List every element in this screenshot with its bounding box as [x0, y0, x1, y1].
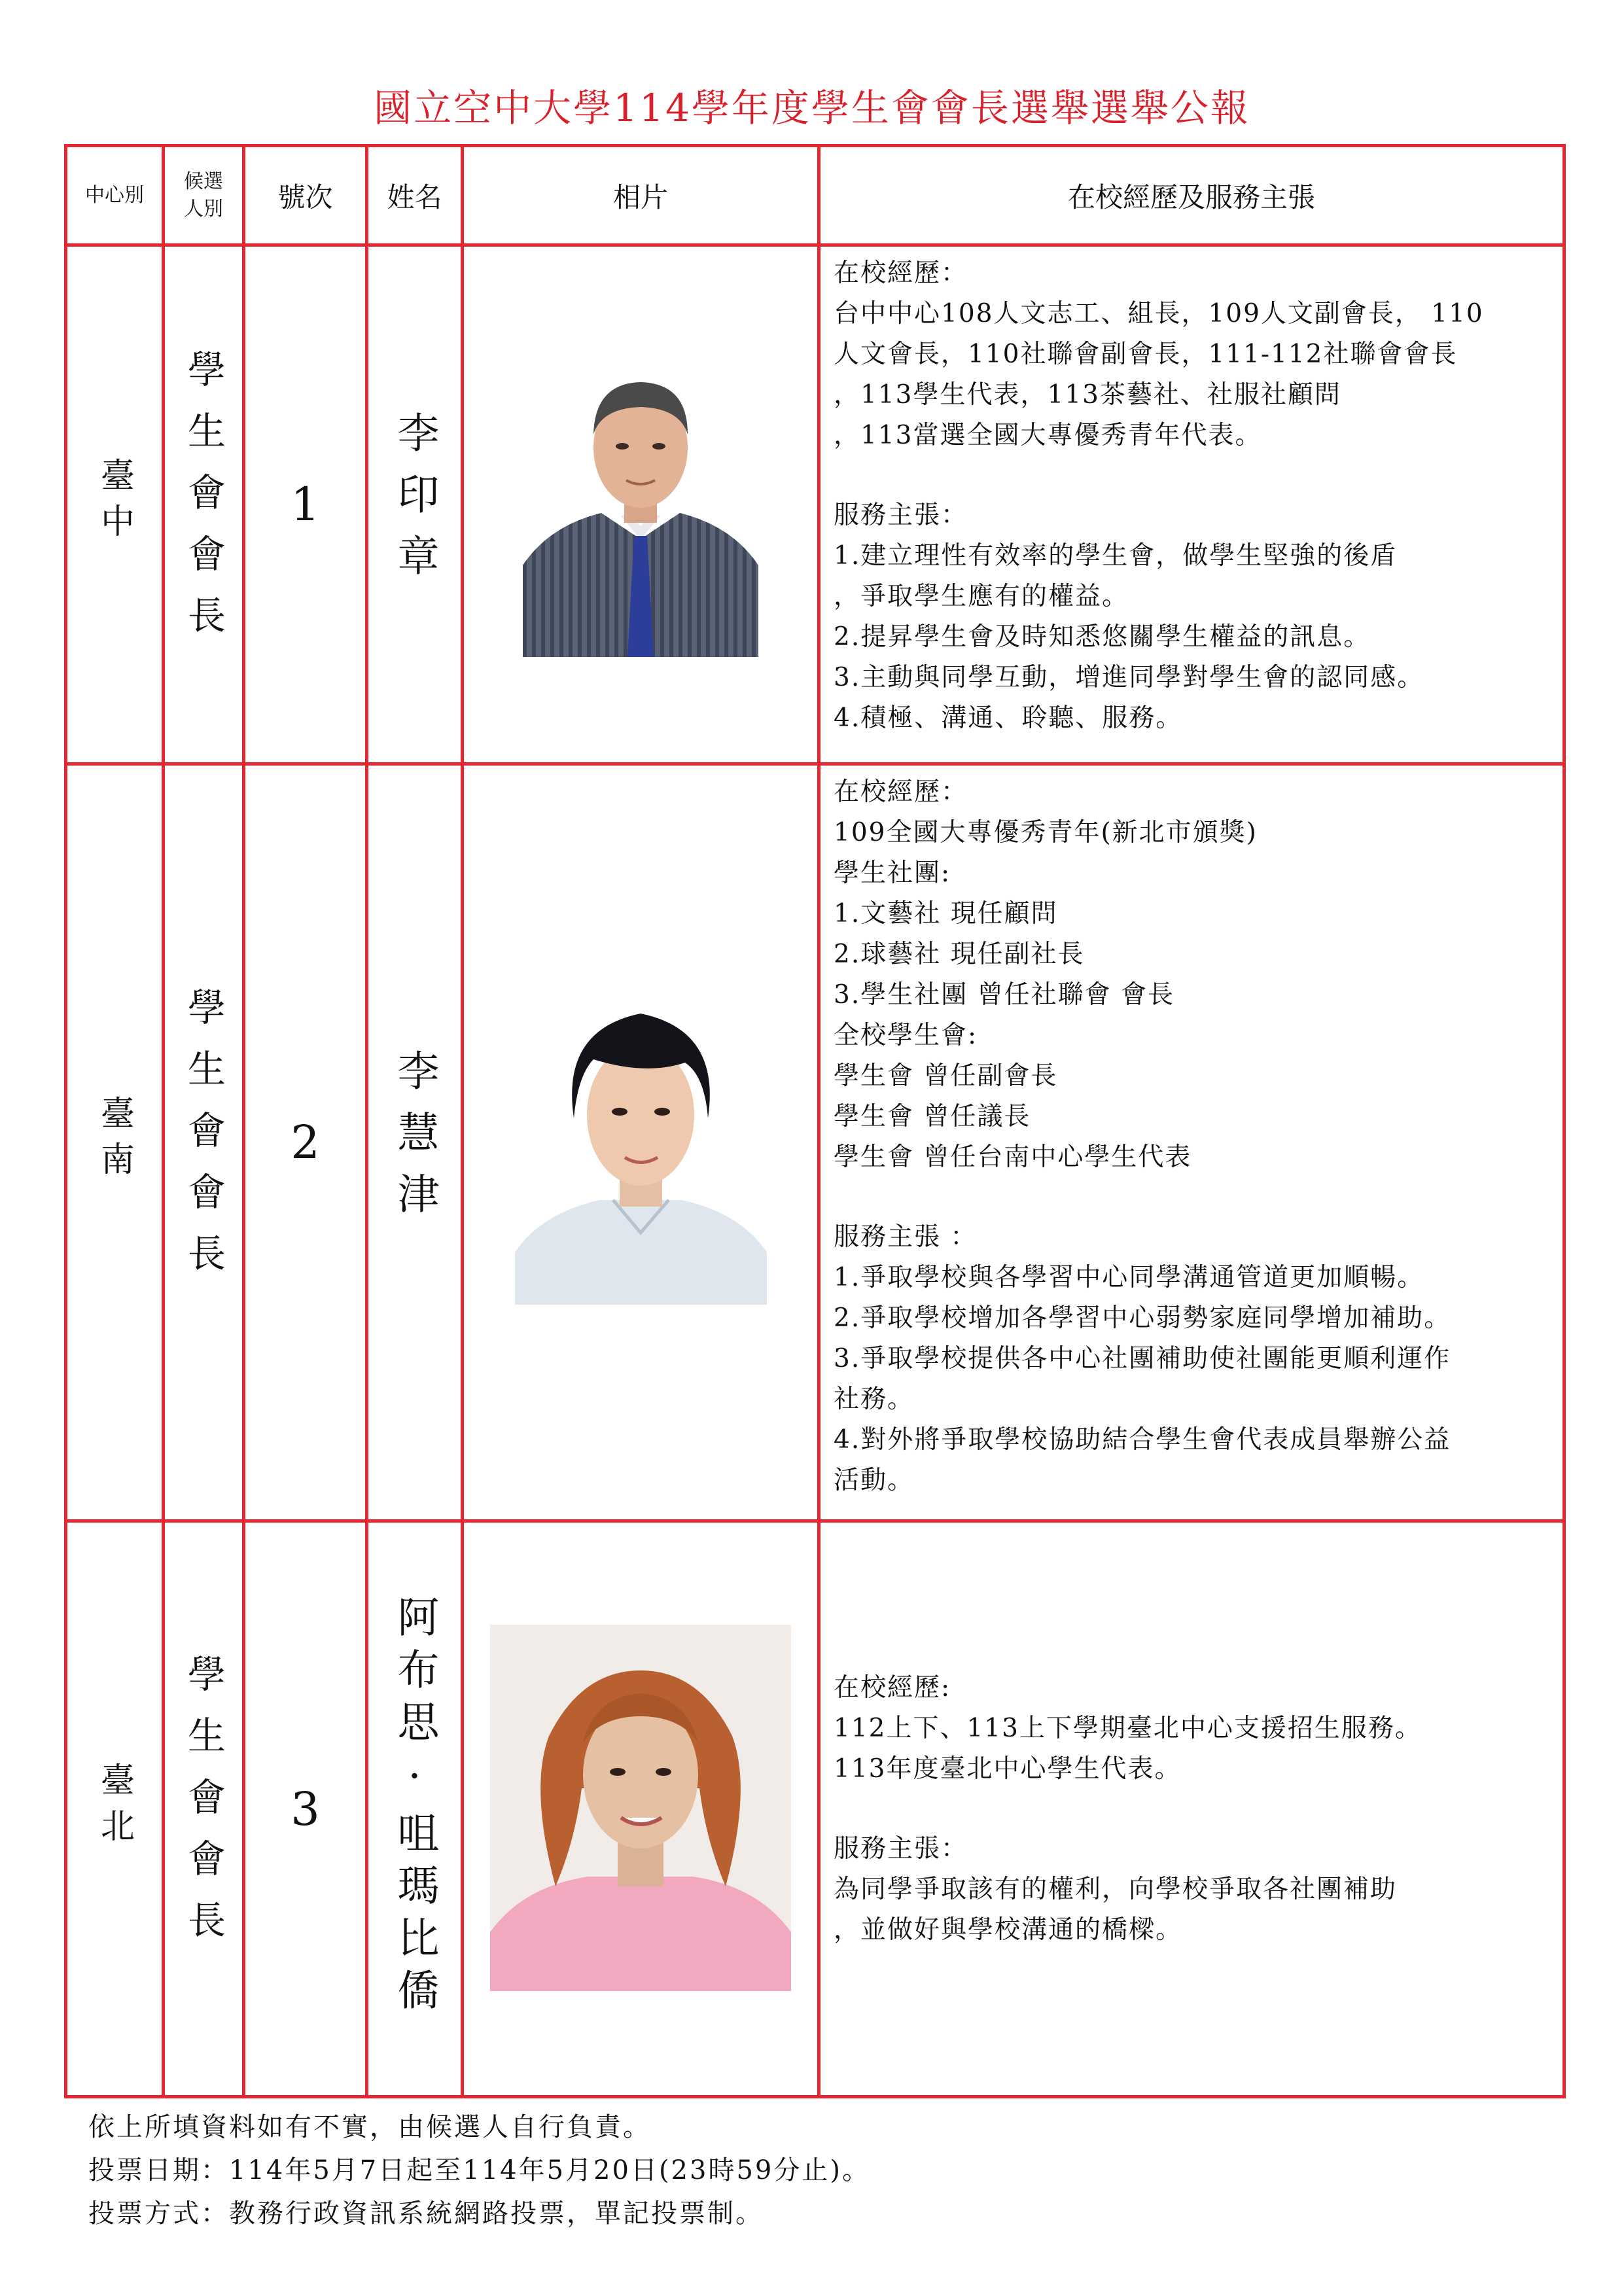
candidate-table: [64, 144, 1566, 2098]
candidate-name: 李慧津: [390, 1049, 439, 1233]
statement-cell: 在校經歷： 台中中心108人文志工、組長，109人文副會長， 110 人文會長，110社聯會副會長，111-112社聯會會長 ，113學生代表，113茶藝社、社服社顧問 ，113當選全國大專優秀青年代表。 服務主張： 1.建立理性有效率的學生會，做學生堅強的後盾 ，爭取學生應有的權益。 2.提昇學生會及時知悉悠關學生權益的訊息。 3.主動與同學互動，增進同學對學生會的認同感。 4.積極、溝通、聆聽、服務。: [819, 245, 1564, 764]
role-label: 學生會會長: [181, 349, 226, 657]
center-label: 臺北: [94, 1761, 134, 1854]
candidate-photo: [490, 1625, 791, 1991]
center-label: 臺南: [94, 1095, 134, 1187]
name-cell: [367, 1521, 463, 2097]
candidate-number: 1: [244, 245, 367, 764]
candidate-photo: [515, 978, 767, 1305]
statement-cell: 在校經歷： 109全國大專優秀青年(新北市頒獎) 學生社團: 1.文藝社 現任顧問 2.球藝社 現任副社長 3.學生社團 曾任社聯會 會長 全校學生會: 學生會 曾任副會長 學生會 曾任議長 學生會 曾任台南中心學生代表 服務主張 ： 1.爭取學校與各學習中心同學溝通管道更加順暢。 2.爭取學校增加各學習中心弱勢家庭同學增加補助。 3.爭取學校提供各中心社團補助使社團能更順利運作 社務。 4.對外將爭取學校協助結合學生會代表成員舉辦公益 活動。: [819, 764, 1564, 1521]
photo-cell: [463, 764, 819, 1521]
role-cell: [164, 1521, 244, 2097]
header-number: 號次: [244, 146, 367, 245]
role-cell: [164, 764, 244, 1521]
footer-notes: [88, 2106, 870, 2235]
footer-voting-method: 投票方式：教務行政資訊系統網路投票，單記投票制。: [88, 2199, 764, 2229]
candidate-number: 3: [244, 1521, 367, 2097]
footer-voting-date: 投票日期：114年5月7日起至114年5月20日(23時59分止)。: [88, 2155, 870, 2185]
name-cell: [367, 245, 463, 764]
candidate-row: [66, 764, 1564, 1521]
candidate-name: 李印章: [390, 411, 439, 595]
header-candidate-type: 候選 人別: [164, 146, 244, 245]
role-label: 學生會會長: [181, 987, 226, 1295]
header-center: 中心別: [66, 146, 164, 245]
candidate-photo: [523, 349, 758, 657]
header-row: [66, 146, 1564, 245]
center-cell: [66, 764, 164, 1521]
role-cell: [164, 245, 244, 764]
photo-cell: [463, 245, 819, 764]
center-label: 臺中: [94, 457, 134, 549]
candidate-name: 阿布思·咀瑪比僑: [390, 1595, 439, 2021]
page-title: 國立空中大學114學年度學生會會長選舉選舉公報: [374, 86, 1250, 130]
center-cell: [66, 245, 164, 764]
statement-cell: 在校經歷: 112上下、113上下學期臺北中心支援招生服務。 113年度臺北中心學生代表。 服務主張： 為同學爭取該有的權利，向學校爭取各社團補助 ，並做好與學校溝通的橋樑。: [819, 1521, 1564, 2097]
candidate-row: [66, 1521, 1564, 2097]
candidate-number: 2: [244, 764, 367, 1521]
center-cell: [66, 1521, 164, 2097]
photo-cell: [463, 1521, 819, 2097]
header-statement: 在校經歷及服務主張: [819, 146, 1564, 245]
name-cell: [367, 764, 463, 1521]
role-label: 學生會會長: [181, 1653, 226, 1962]
footer-disclaimer: 依上所填資料如有不實，由候選人自行負責。: [88, 2112, 651, 2142]
header-photo: 相片: [463, 146, 819, 245]
header-name: 姓名: [367, 146, 463, 245]
candidate-row: [66, 245, 1564, 764]
